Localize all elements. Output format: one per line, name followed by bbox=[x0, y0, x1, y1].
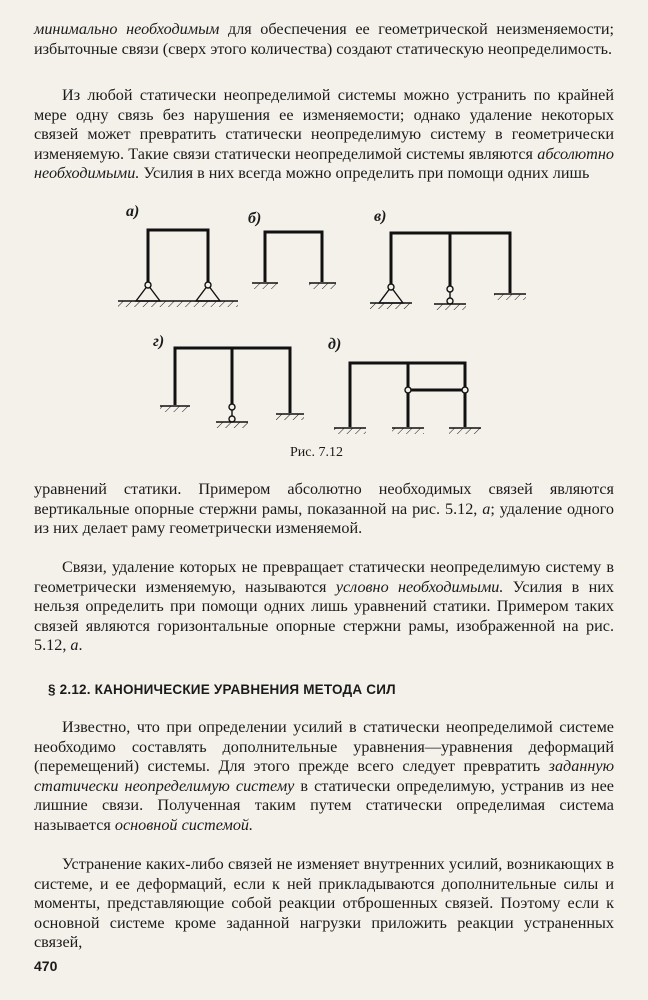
frame-g bbox=[160, 348, 304, 428]
text-run: Усилия в них всегда можно определить при помощи одних лишь bbox=[139, 164, 590, 183]
italic-term: минимально необходимым bbox=[34, 20, 220, 38]
paragraph-4 bbox=[34, 558, 614, 656]
figure-label-d: д) bbox=[328, 336, 342, 353]
frames-figure bbox=[0, 195, 648, 445]
frame-b bbox=[252, 232, 336, 289]
text-run: Связи, удаление которых не превращает статически неопределимую систему в геометрически изменяемую, называются bbox=[34, 558, 614, 596]
italic-term: абсолютно необходимыми. bbox=[34, 144, 614, 183]
frame-v bbox=[370, 233, 526, 310]
text-run: для обеспечения ее геометрической неизменяемости; избыточные связи (сверх этого количества) создают статическую неопределимость. bbox=[34, 20, 614, 58]
paragraph-3 bbox=[34, 480, 614, 539]
paragraph-5 bbox=[34, 718, 614, 836]
italic-term: а bbox=[70, 636, 79, 655]
paragraph-6 bbox=[34, 855, 614, 953]
text-run: уравнений статики. Примером абсолютно необходимых связей являются вертикальные опорные стержни рамы, показанной на рис. 5.12, bbox=[34, 480, 614, 518]
section-heading: § 2.12. КАНОНИЧЕСКИЕ УРАВНЕНИЯ МЕТОДА СИЛ bbox=[48, 682, 396, 697]
italic-term: основной системой. bbox=[114, 815, 254, 834]
figure-caption: Рис. 7.12 bbox=[290, 445, 343, 460]
italic-term: а bbox=[482, 499, 491, 518]
text-run: Известно, что при определении усилий в статически неопределимой системе необходимо составлять дополнительные уравнения—уравнения деформаций (перемещений) системы. Для этого прежде всего следует превратить bbox=[34, 718, 614, 776]
text-run: в статически определимую, устранив из нее лишние связи. Полученная таким путем статически определимая система называется bbox=[34, 776, 614, 834]
figure-label-v: в) bbox=[374, 208, 387, 225]
text-run: Устранение каких-либо связей не изменяет внутренних усилий, возникающих в системе, и ее деформаций, если к ней прикладываются дополнительные силы и моменты, представляющие собой реакции отброшенных связей. Поэтому если к основной системе кроме заданной нагрузки приложить реакции устраненных связей, bbox=[34, 855, 614, 952]
paragraph-1 bbox=[34, 20, 614, 59]
figure-label-a: а) bbox=[126, 203, 140, 220]
italic-term: условно необходимыми. bbox=[335, 577, 504, 596]
paragraph-2 bbox=[34, 86, 614, 184]
italic-term: заданную статически неопределимую систему bbox=[34, 757, 614, 795]
frame-d bbox=[334, 363, 481, 434]
text-run: ; удаление одного из них делает раму геометрически изменяемой. bbox=[34, 499, 614, 538]
frame-a bbox=[118, 230, 238, 307]
text-run: Из любой статически неопределимой системы можно устранить по крайней мере одну связь без нарушения ее изменяемости; однако удаление некоторых связей может превратить статически неопределимую систему в геометрически изменяемую. Такие связи статически неопределимой системы являются bbox=[34, 86, 614, 163]
figure-label-g: г) bbox=[153, 333, 165, 350]
text-run: Усилия в них нельзя определить при помощи одних лишь уравнений статики. Примером таких связей являются горизонтальные опорные стержни рамы, изображенной на рис. 5.12, bbox=[34, 577, 614, 655]
text-run: . bbox=[78, 636, 83, 655]
page-number: 470 bbox=[34, 958, 58, 974]
figure-label-b: б) bbox=[248, 210, 262, 227]
